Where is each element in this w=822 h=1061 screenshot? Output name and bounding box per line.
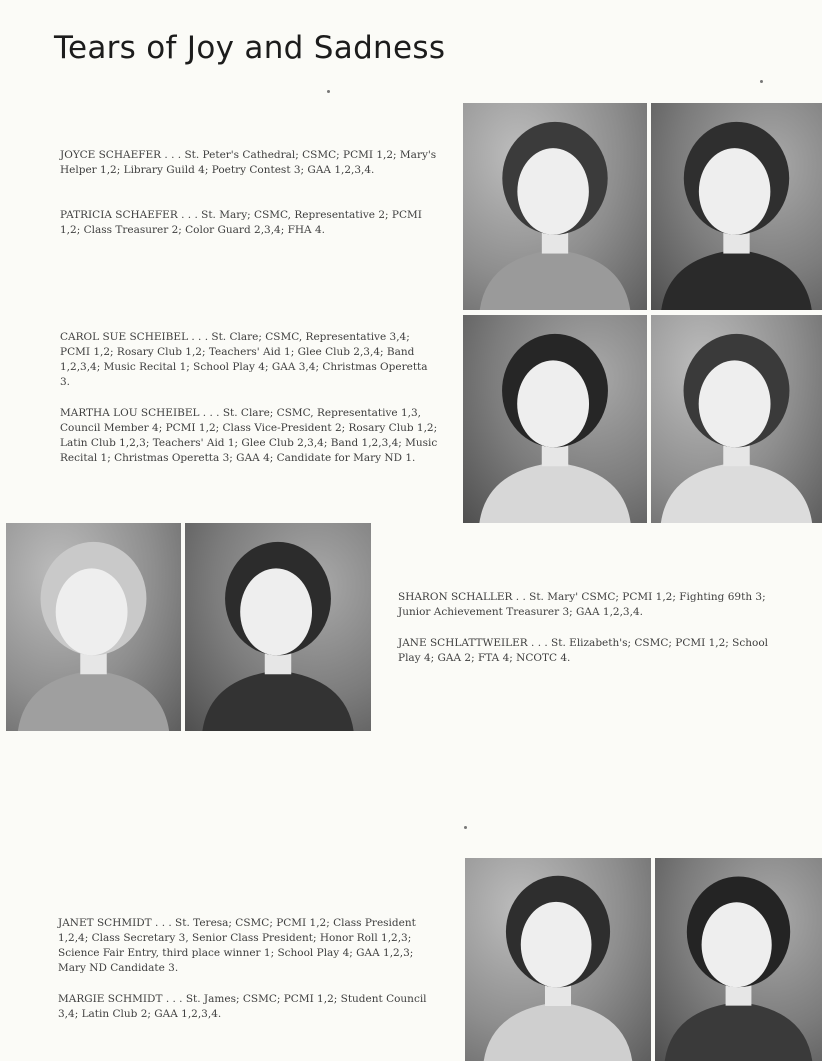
portrait-silhouette	[655, 858, 822, 1061]
portrait-photo-margie-schmidt	[655, 858, 822, 1061]
portrait-photo-martha-lou-scheibel	[651, 315, 822, 523]
face	[56, 568, 128, 655]
face	[517, 360, 589, 447]
shoulders	[661, 462, 812, 523]
face	[517, 148, 589, 235]
face	[240, 568, 312, 655]
portrait-silhouette	[465, 858, 651, 1061]
portrait-photo-sharon-schaller	[6, 523, 181, 731]
print-mark	[327, 90, 330, 93]
print-mark	[760, 80, 763, 83]
portrait-silhouette	[651, 103, 822, 310]
bio-patricia-schaefer: PATRICIA SCHAEFER . . . St. Mary; CSMC, Representative 2; PCMI 1,2; Class Treasurer 2; Color Guard 2,3,4; FHA 4.	[60, 209, 422, 236]
bio-carol-sue-scheibel: CAROL SUE SCHEIBEL . . . St. Clare; CSMC, Representative 3,4; PCMI 1,2; Rosary Club 1,2; Teachers' Aid 1; Glee Club 2,3,4; Band 1,2,3,4; Music Recital 1; School Play 4; GAA 3,4; Christmas Operetta 3.	[60, 331, 428, 388]
shoulders	[202, 670, 353, 731]
page-title: Tears of Joy and Sadness	[54, 30, 446, 66]
portrait-photo-jane-schlattweiler	[185, 523, 371, 731]
face	[702, 902, 772, 987]
portrait-photo-janet-schmidt	[465, 858, 651, 1061]
portrait-silhouette	[6, 523, 181, 731]
face	[521, 902, 592, 988]
portrait-photo-joyce-schaefer	[463, 103, 647, 310]
bio-jane-schlattweiler: JANE SCHLATTWEILER . . . St. Elizabeth's; CSMC; PCMI 1,2; School Play 4; GAA 2; FTA 4; NCOTC 4.	[398, 637, 769, 664]
shoulders	[665, 1002, 813, 1061]
shoulders	[484, 1002, 633, 1061]
bio-margie-schmidt: MARGIE SCHMIDT . . . St. James; CSMC; PCMI 1,2; Student Council 3,4; Latin Club 2; GAA 1,2,3,4.	[58, 993, 427, 1020]
portrait-photo-patricia-schaefer	[651, 103, 822, 310]
face	[699, 148, 771, 235]
portrait-photo-carol-sue-scheibel	[463, 315, 647, 523]
shoulders	[18, 670, 169, 731]
portrait-silhouette	[463, 315, 647, 523]
face	[699, 360, 771, 447]
bio-joyce-schaefer: JOYCE SCHAEFER . . . St. Peter's Cathedral; CSMC; PCMI 1,2; Mary's Helper 1,2; Library Guild 4; Poetry Contest 3; GAA 1,2,3,4.	[60, 149, 437, 176]
shoulders	[661, 250, 812, 310]
portrait-silhouette	[185, 523, 371, 731]
bio-janet-schmidt: JANET SCHMIDT . . . St. Teresa; CSMC; PCMI 1,2; Class President 1,2,4; Class Secretary 3, Senior Class President; Honor Roll 1,2,3; Science Fair Entry, third place winner 1; School Play 4; GAA 1,2,3; Mary ND Candidate 3.	[58, 917, 416, 974]
shoulders	[479, 462, 630, 523]
portrait-silhouette	[463, 103, 647, 310]
portrait-silhouette	[651, 315, 822, 523]
bio-martha-lou-scheibel: MARTHA LOU SCHEIBEL . . . St. Clare; CSMC, Representative 1,3, Council Member 4; PCMI 1,2; Class Vice-President 2; Rosary Club 1,2; Latin Club 1,2,3; Teachers' Aid 1; Glee Club 2,3,4; Band 1,2,3,4; Music Recital 1; Christmas Operetta 3; GAA 4; Candidate for Mary ND 1.	[60, 407, 438, 464]
bio-sharon-schaller: SHARON SCHALLER . . St. Mary' CSMC; PCMI 1,2; Fighting 69th 3; Junior Achievement Treasurer 3; GAA 1,2,3,4.	[398, 591, 766, 618]
shoulders	[480, 250, 631, 310]
print-mark	[464, 826, 467, 829]
